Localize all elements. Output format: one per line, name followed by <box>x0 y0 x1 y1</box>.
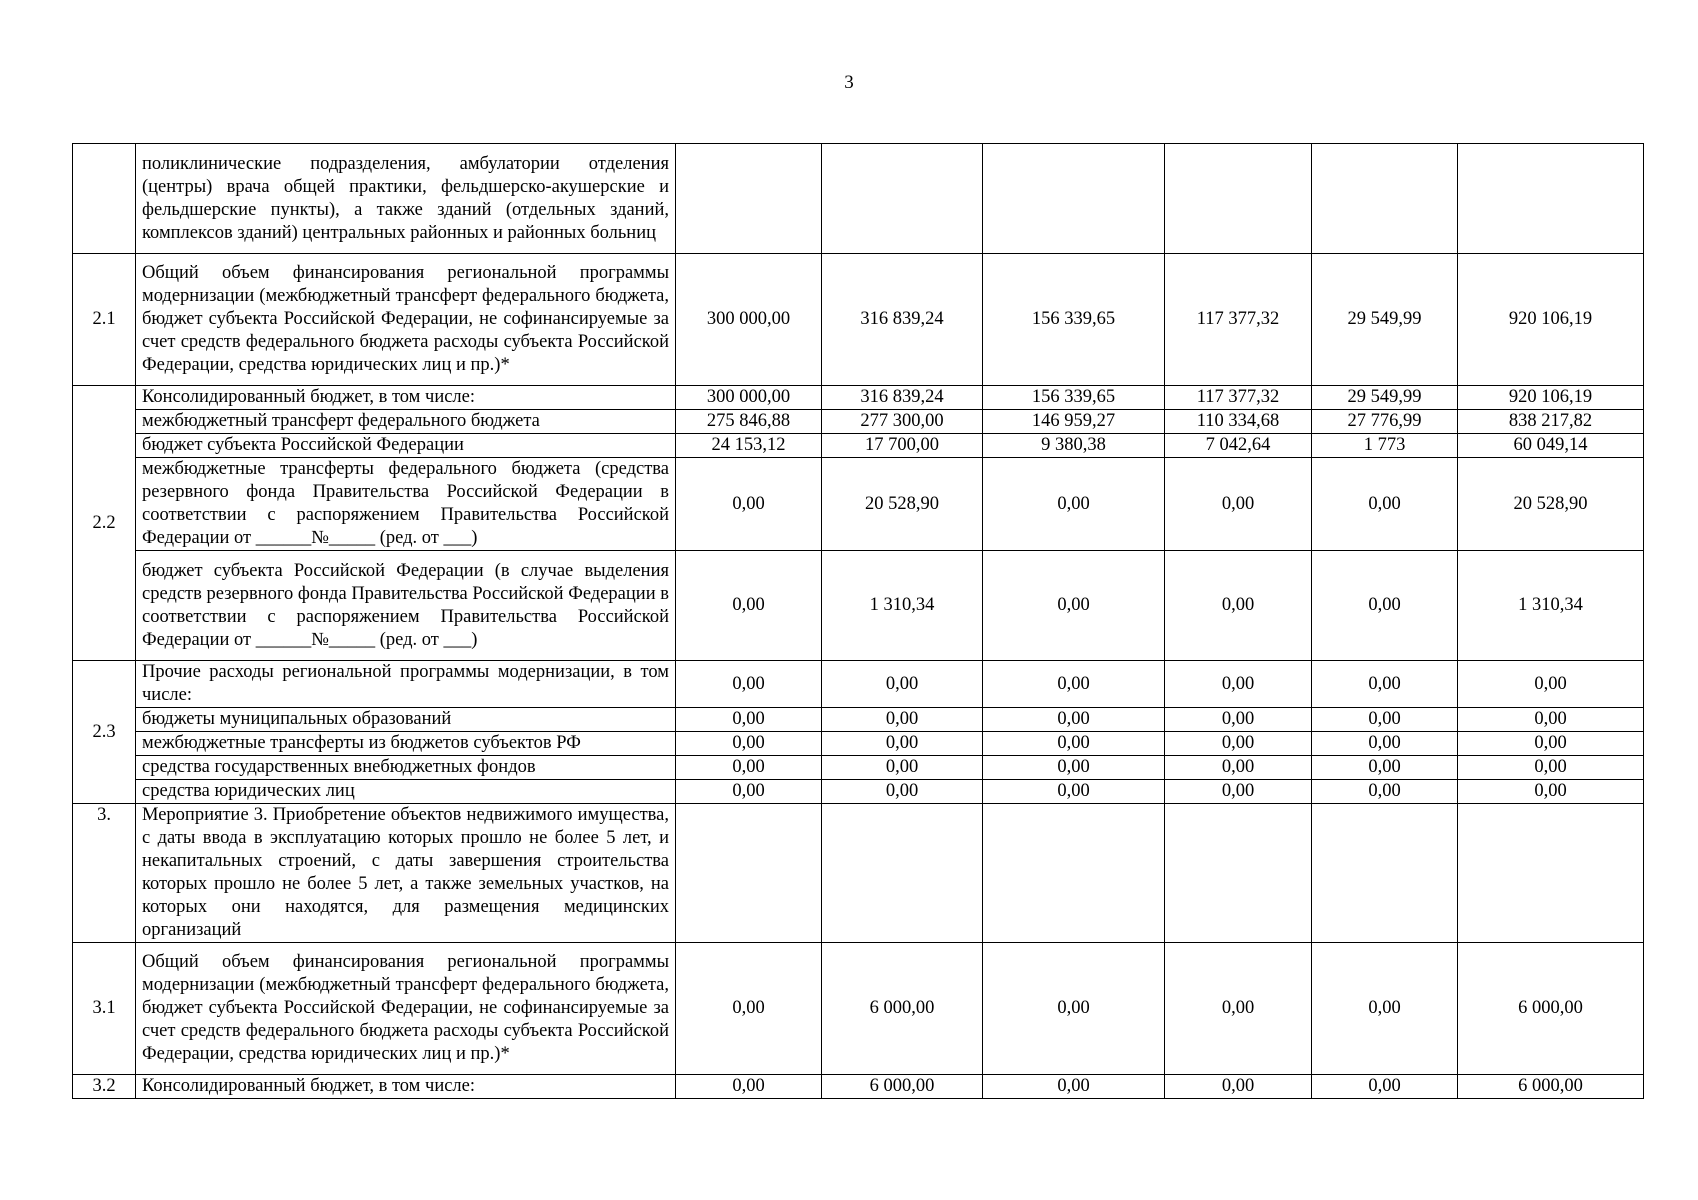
value-cell: 275 846,88 <box>676 410 822 434</box>
value-cell: 60 049,14 <box>1458 434 1644 458</box>
value-cell: 0,00 <box>1312 551 1458 661</box>
value-cell: 27 776,99 <box>1312 410 1458 434</box>
value-cell: 117 377,32 <box>1165 386 1312 410</box>
table-row <box>73 458 1644 551</box>
table-row <box>73 756 1644 780</box>
value-cell: 0,00 <box>676 1075 822 1099</box>
value-cell: 316 839,24 <box>822 386 983 410</box>
value-cell: 7 042,64 <box>1165 434 1312 458</box>
row-description: Консолидированный бюджет, в том числе: <box>136 1075 676 1099</box>
value-cell: 0,00 <box>1458 708 1644 732</box>
value-cell: 0,00 <box>1312 458 1458 551</box>
row-description: поликлинические подразделения, амбулатории отделения (центры) врача общей практики, фельдшерско-акушерские и фельдшерские пункты), а также зданий (отдельных зданий, комплексов зданий) центральных районных и районных больниц <box>136 144 676 254</box>
value-cell <box>676 144 822 254</box>
value-cell: 0,00 <box>983 708 1165 732</box>
table-row <box>73 386 1644 410</box>
value-cell: 0,00 <box>1312 661 1458 708</box>
table-row <box>73 708 1644 732</box>
value-cell: 110 334,68 <box>1165 410 1312 434</box>
table-row <box>73 434 1644 458</box>
value-cell <box>822 804 983 943</box>
value-cell: 0,00 <box>1312 732 1458 756</box>
row-index: 3.1 <box>73 943 136 1075</box>
row-description: средства юридических лиц <box>136 780 676 804</box>
value-cell: 0,00 <box>822 732 983 756</box>
value-cell: 0,00 <box>983 732 1165 756</box>
value-cell <box>1312 144 1458 254</box>
value-cell <box>676 804 822 943</box>
value-cell: 1 773 <box>1312 434 1458 458</box>
value-cell: 1 310,34 <box>1458 551 1644 661</box>
row-index: 2.3 <box>73 661 136 804</box>
value-cell: 920 106,19 <box>1458 254 1644 386</box>
value-cell: 0,00 <box>1312 708 1458 732</box>
value-cell: 6 000,00 <box>822 1075 983 1099</box>
table-row <box>73 1075 1644 1099</box>
table-row <box>73 551 1644 661</box>
value-cell: 0,00 <box>1165 756 1312 780</box>
row-description: Общий объем финансирования региональной программы модернизации (межбюджетный трансферт федерального бюджета, бюджет субъекта Российской Федерации, не софинансируемые за счет средств федерального бюджета расходы субъекта Российской Федерации, средства юридических лиц и пр.)* <box>136 943 676 1075</box>
value-cell: 24 153,12 <box>676 434 822 458</box>
value-cell: 300 000,00 <box>676 254 822 386</box>
value-cell: 29 549,99 <box>1312 254 1458 386</box>
value-cell: 0,00 <box>1458 756 1644 780</box>
value-cell <box>1312 804 1458 943</box>
value-cell: 0,00 <box>676 756 822 780</box>
value-cell: 29 549,99 <box>1312 386 1458 410</box>
financing-table <box>72 143 1644 1099</box>
row-description: Мероприятие 3. Приобретение объектов недвижимого имущества, с даты ввода в эксплуатацию которых прошло не более 5 лет, и некапитальных строений, с даты завершения строительства которых прошло не более 5 лет, а также земельных участков, на которых они находятся, для размещения медицинских организаций <box>136 804 676 943</box>
table-row <box>73 804 1644 943</box>
page-number: 3 <box>844 72 854 93</box>
table-row <box>73 780 1644 804</box>
table-row <box>73 254 1644 386</box>
table-row <box>73 410 1644 434</box>
row-index: 2.1 <box>73 254 136 386</box>
table-row <box>73 943 1644 1075</box>
value-cell: 0,00 <box>1312 943 1458 1075</box>
row-description: бюджет субъекта Российской Федерации (в случае выделения средств резервного фонда Правительства Российской Федерации в соответствии с распоряжением Правительства Российской Федерации от ______№_____ (ред. от ___) <box>136 551 676 661</box>
row-description: бюджеты муниципальных образований <box>136 708 676 732</box>
value-cell: 0,00 <box>983 756 1165 780</box>
value-cell: 0,00 <box>822 661 983 708</box>
value-cell: 0,00 <box>822 708 983 732</box>
row-index <box>73 144 136 254</box>
row-index: 3.2 <box>73 1075 136 1099</box>
value-cell: 277 300,00 <box>822 410 983 434</box>
value-cell: 0,00 <box>822 780 983 804</box>
value-cell: 0,00 <box>1165 551 1312 661</box>
value-cell: 1 310,34 <box>822 551 983 661</box>
row-description: Общий объем финансирования региональной программы модернизации (межбюджетный трансферт федерального бюджета, бюджет субъекта Российской Федерации, не софинансируемые за счет средств федерального бюджета расходы субъекта Российской Федерации, средства юридических лиц и пр.)* <box>136 254 676 386</box>
value-cell: 146 959,27 <box>983 410 1165 434</box>
value-cell: 0,00 <box>1312 756 1458 780</box>
value-cell <box>983 144 1165 254</box>
value-cell: 0,00 <box>983 1075 1165 1099</box>
value-cell: 0,00 <box>1458 661 1644 708</box>
row-index: 2.2 <box>73 386 136 661</box>
value-cell: 17 700,00 <box>822 434 983 458</box>
row-index: 3. <box>73 804 136 943</box>
value-cell: 0,00 <box>983 943 1165 1075</box>
value-cell: 0,00 <box>676 732 822 756</box>
value-cell: 0,00 <box>1165 780 1312 804</box>
value-cell: 0,00 <box>1312 1075 1458 1099</box>
value-cell: 20 528,90 <box>1458 458 1644 551</box>
value-cell: 0,00 <box>1458 780 1644 804</box>
value-cell: 920 106,19 <box>1458 386 1644 410</box>
value-cell <box>1458 804 1644 943</box>
row-description: межбюджетные трансферты федерального бюджета (средства резервного фонда Правительства Российской Федерации в соответствии с распоряжением Правительства Российской Федерации от ______№_____ (ред. от ___) <box>136 458 676 551</box>
value-cell: 0,00 <box>983 780 1165 804</box>
value-cell: 156 339,65 <box>983 386 1165 410</box>
value-cell: 0,00 <box>676 708 822 732</box>
value-cell: 6 000,00 <box>1458 943 1644 1075</box>
value-cell: 0,00 <box>676 661 822 708</box>
value-cell <box>1165 804 1312 943</box>
value-cell: 0,00 <box>676 943 822 1075</box>
value-cell: 0,00 <box>983 661 1165 708</box>
value-cell: 156 339,65 <box>983 254 1165 386</box>
row-description: бюджет субъекта Российской Федерации <box>136 434 676 458</box>
value-cell: 6 000,00 <box>1458 1075 1644 1099</box>
value-cell: 0,00 <box>1312 780 1458 804</box>
value-cell <box>983 804 1165 943</box>
value-cell: 0,00 <box>1165 458 1312 551</box>
value-cell <box>822 144 983 254</box>
row-description: межбюджетный трансферт федерального бюджета <box>136 410 676 434</box>
value-cell: 0,00 <box>676 458 822 551</box>
value-cell: 0,00 <box>822 756 983 780</box>
value-cell: 117 377,32 <box>1165 254 1312 386</box>
value-cell: 316 839,24 <box>822 254 983 386</box>
value-cell <box>1458 144 1644 254</box>
table-row <box>73 732 1644 756</box>
value-cell: 838 217,82 <box>1458 410 1644 434</box>
value-cell: 0,00 <box>1165 708 1312 732</box>
value-cell: 0,00 <box>983 458 1165 551</box>
value-cell: 0,00 <box>1165 1075 1312 1099</box>
row-description: Прочие расходы региональной программы модернизации, в том числе: <box>136 661 676 708</box>
value-cell: 300 000,00 <box>676 386 822 410</box>
value-cell: 6 000,00 <box>822 943 983 1075</box>
table-row <box>73 144 1644 254</box>
value-cell <box>1165 144 1312 254</box>
value-cell: 0,00 <box>1165 661 1312 708</box>
value-cell: 0,00 <box>676 780 822 804</box>
row-description: средства государственных внебюджетных фондов <box>136 756 676 780</box>
value-cell: 0,00 <box>676 551 822 661</box>
value-cell: 20 528,90 <box>822 458 983 551</box>
table-row <box>73 661 1644 708</box>
value-cell: 0,00 <box>1165 943 1312 1075</box>
value-cell: 0,00 <box>1165 732 1312 756</box>
value-cell: 0,00 <box>1458 732 1644 756</box>
row-description: Консолидированный бюджет, в том числе: <box>136 386 676 410</box>
row-description: межбюджетные трансферты из бюджетов субъектов РФ <box>136 732 676 756</box>
value-cell: 9 380,38 <box>983 434 1165 458</box>
value-cell: 0,00 <box>983 551 1165 661</box>
